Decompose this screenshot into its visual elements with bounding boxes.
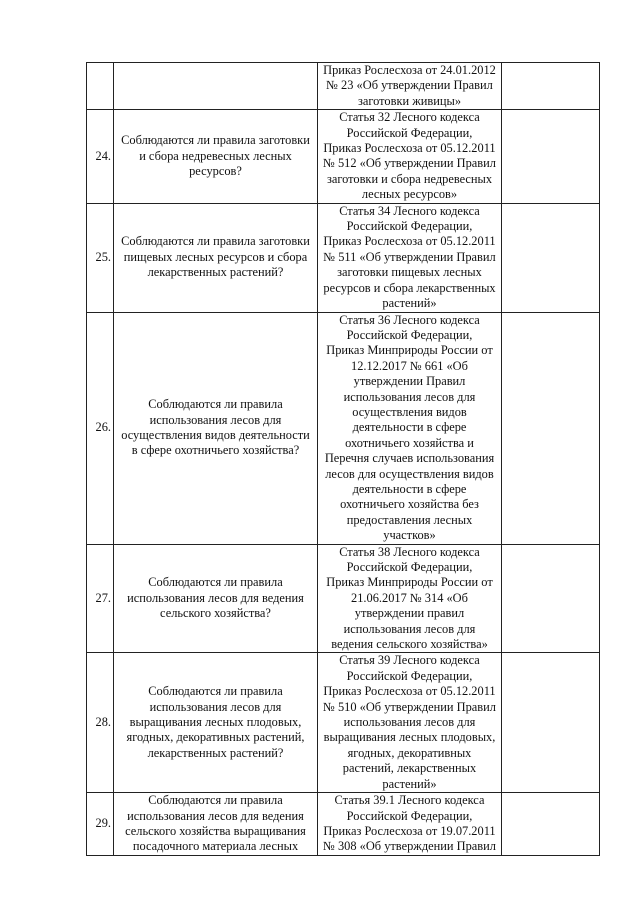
row-number: 29. [95, 816, 111, 831]
answer-cell [502, 793, 600, 856]
table-row [87, 203, 600, 312]
question-text: Соблюдаются ли правила заготовки пищевых лесных ресурсов и сбора лекарственных растений? [121, 234, 310, 280]
legal-basis-cell [318, 63, 502, 110]
table-row [87, 793, 600, 856]
row-number: 27. [95, 590, 111, 605]
legal-basis-cell [318, 203, 502, 312]
legal-basis-cell [318, 312, 502, 544]
legal-basis-cell [318, 110, 502, 203]
table-row [87, 312, 600, 544]
legal-basis-text: Статья 39 Лесного кодекса Российской Федерации, Приказ Рослесхоза от 05.12.2011 № 510 «Об утверждении Правил использования лесов для выращивания лесных плодовых, ягодных, декоративных растений, лекарственных растений» [323, 653, 496, 791]
row-number: 26. [95, 420, 111, 435]
question-cell [114, 653, 318, 793]
question-text: Соблюдаются ли правила заготовки и сбора недревесных лесных ресурсов? [121, 133, 310, 179]
table-row [87, 544, 600, 653]
question-text: Соблюдаются ли правила использования лесов для ведения сельского хозяйства выращивания посадочного материала лесных [125, 793, 306, 854]
question-cell [114, 312, 318, 544]
question-cell [114, 63, 318, 110]
legal-basis-text: Статья 39.1 Лесного кодекса Российской Федерации, Приказ Рослесхоза от 19.07.2011 № 308 «Об утверждении Правил [323, 793, 496, 854]
row-number: 28. [95, 715, 111, 730]
question-text: Соблюдаются ли правила использования лесов для осуществления видов деятельности в сфере охотничьего хозяйства? [121, 397, 310, 458]
question-cell [114, 544, 318, 653]
legal-basis-cell [318, 793, 502, 856]
legal-basis-cell [318, 653, 502, 793]
legal-basis-text: Приказ Рослесхоза от 24.01.2012 № 23 «Об утверждении Правил заготовки живицы» [323, 63, 496, 108]
question-text: Соблюдаются ли правила использования лесов для выращивания лесных плодовых, ягодных, декоративных растений, лекарственных растений? [126, 684, 305, 760]
row-number-cell [87, 312, 114, 544]
question-cell [114, 793, 318, 856]
inspection-checklist-table [86, 62, 600, 856]
legal-basis-text: Статья 38 Лесного кодекса Российской Федерации, Приказ Минприроды России от 21.06.2017 № 314 «Об утверждении правил использования лесов для ведения сельского хозяйства» [326, 544, 493, 652]
answer-cell [502, 203, 600, 312]
answer-cell [502, 110, 600, 203]
legal-basis-cell [318, 544, 502, 653]
row-number: 24. [95, 148, 111, 163]
table-row [87, 110, 600, 203]
answer-cell [502, 63, 600, 110]
row-number-cell [87, 793, 114, 856]
question-text: Соблюдаются ли правила использования лесов для ведения сельского хозяйства? [127, 575, 304, 621]
question-cell [114, 203, 318, 312]
question-cell [114, 110, 318, 203]
row-number-cell [87, 544, 114, 653]
row-number-cell [87, 653, 114, 793]
table-row [87, 63, 600, 110]
answer-cell [502, 312, 600, 544]
legal-basis-text: Статья 36 Лесного кодекса Российской Федерации, Приказ Минприроды России от 12.12.2017 № 661 «Об утверждении Правил использования лесов для осуществления видов деятельности в сфере охотничьего хозяйства и Перечня случаев использования лесов для осуществления видов деятельности в сфере охотничьего хозяйства без предоставления лесных участков» [324, 312, 495, 543]
answer-cell [502, 544, 600, 653]
table-row [87, 653, 600, 793]
legal-basis-text: Статья 32 Лесного кодекса Российской Федерации, Приказ Рослесхоза от 05.12.2011 № 512 «Об утверждении Правил заготовки и сбора недревесных лесных ресурсов» [323, 110, 496, 202]
legal-basis-text: Статья 34 Лесного кодекса Российской Федерации, Приказ Рослесхоза от 05.12.2011 № 511 «Об утверждении Правил заготовки пищевых лесных ресурсов и сбора лекарственных растений» [323, 203, 496, 311]
row-number: 25. [95, 249, 111, 264]
answer-cell [502, 653, 600, 793]
row-number-cell [87, 63, 114, 110]
row-number-cell [87, 110, 114, 203]
row-number-cell [87, 203, 114, 312]
